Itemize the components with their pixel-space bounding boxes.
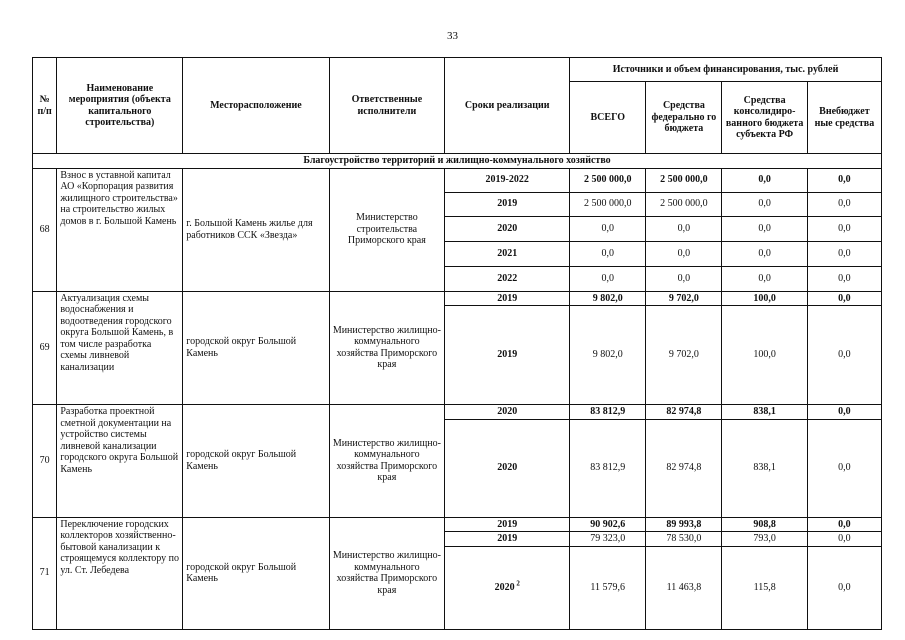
row-executor: Министерство жилищно-коммунального хозяйства Приморского края — [329, 405, 445, 518]
row-total: 0,0 — [570, 216, 646, 241]
row-federal: 0,0 — [646, 266, 722, 291]
row-offbudget: 0,0 — [807, 546, 881, 629]
row-year: 2020 — [445, 419, 570, 517]
table-row — [33, 168, 882, 192]
row-federal: 9 702,0 — [646, 291, 722, 306]
row-number: 68 — [33, 168, 57, 291]
row-total: 0,0 — [570, 241, 646, 266]
row-total: 9 802,0 — [570, 291, 646, 306]
row-federal: 89 993,8 — [646, 517, 722, 532]
table-row — [33, 405, 882, 420]
row-location: городской округ Большой Камень — [183, 517, 329, 629]
header-financing: Источники и объем финансирования, тыс. рублей — [570, 58, 882, 82]
row-offbudget: 0,0 — [807, 419, 881, 517]
row-regional: 0,0 — [722, 266, 807, 291]
row-federal: 78 530,0 — [646, 532, 722, 547]
row-name: Взнос в уставной капитал АО «Корпорация развития жилищного строительства» на строительство жилых домов в г. Большой Камень — [57, 168, 183, 291]
row-offbudget: 0,0 — [807, 532, 881, 547]
header-name: Наименование мероприятия (объекта капитального строительства) — [57, 58, 183, 154]
row-federal: 9 702,0 — [646, 306, 722, 405]
row-offbudget: 0,0 — [807, 306, 881, 405]
header-regional: Средства консолидиро-ванного бюджета субъекта РФ — [722, 82, 807, 154]
row-total: 90 902,6 — [570, 517, 646, 532]
row-federal: 82 974,8 — [646, 419, 722, 517]
row-offbudget: 0,0 — [807, 216, 881, 241]
row-year: 2019 — [445, 517, 570, 532]
financing-table — [32, 57, 882, 630]
row-location: городской округ Большой Камень — [183, 291, 329, 405]
header-terms: Сроки реализации — [445, 58, 570, 154]
row-total: 2 500 000,0 — [570, 192, 646, 216]
row-regional: 0,0 — [722, 168, 807, 192]
table-row — [33, 291, 882, 306]
row-year: 2022 — [445, 266, 570, 291]
header-num: № п/п — [33, 58, 57, 154]
header-total: ВСЕГО — [570, 82, 646, 154]
header-location: Месторасположение — [183, 58, 329, 154]
row-location: городской округ Большой Камень — [183, 405, 329, 518]
row-regional: 908,8 — [722, 517, 807, 532]
row-regional: 100,0 — [722, 306, 807, 405]
row-federal: 11 463,8 — [646, 546, 722, 629]
row-offbudget: 0,0 — [807, 241, 881, 266]
row-total: 83 812,9 — [570, 405, 646, 420]
row-year: 2019 — [445, 532, 570, 547]
table-row — [33, 517, 882, 532]
row-regional: 0,0 — [722, 241, 807, 266]
row-name: Актуализация схемы водоснабжения и водоотведения городского округа Большой Камень, в том числе разработка схемы ливневой канализации — [57, 291, 183, 405]
row-federal: 2 500 000,0 — [646, 168, 722, 192]
row-regional: 838,1 — [722, 405, 807, 420]
row-federal: 2 500 000,0 — [646, 192, 722, 216]
row-offbudget: 0,0 — [807, 266, 881, 291]
row-federal: 0,0 — [646, 241, 722, 266]
row-offbudget: 0,0 — [807, 192, 881, 216]
row-regional: 0,0 — [722, 216, 807, 241]
row-total: 0,0 — [570, 266, 646, 291]
header-offbudget: Внебюджет ные средства — [807, 82, 881, 154]
row-year: 2019-2022 — [445, 168, 570, 192]
row-offbudget: 0,0 — [807, 517, 881, 532]
section-title: Благоустройство территорий и жилищно-коммунального хозяйство — [33, 154, 882, 169]
row-total: 79 323,0 — [570, 532, 646, 547]
row-regional: 838,1 — [722, 419, 807, 517]
row-total: 83 812,9 — [570, 419, 646, 517]
row-offbudget: 0,0 — [807, 291, 881, 306]
row-total: 9 802,0 — [570, 306, 646, 405]
footnote-mark: 2 — [514, 579, 520, 588]
row-offbudget: 0,0 — [807, 168, 881, 192]
row-offbudget: 0,0 — [807, 405, 881, 420]
row-year: 2019 — [445, 306, 570, 405]
row-number: 70 — [33, 405, 57, 518]
row-number: 69 — [33, 291, 57, 405]
row-year: 2021 — [445, 241, 570, 266]
row-total: 2 500 000,0 — [570, 168, 646, 192]
row-federal: 0,0 — [646, 216, 722, 241]
row-regional: 0,0 — [722, 192, 807, 216]
header-executors: Ответственные исполнители — [329, 58, 445, 154]
row-federal: 82 974,8 — [646, 405, 722, 420]
page-number: 33 — [447, 30, 458, 42]
row-name: Переключение городских коллекторов хозяйственно-бытовой канализации к строящемуся коллектору по ул. Ст. Лебедева — [57, 517, 183, 629]
row-regional: 115,8 — [722, 546, 807, 629]
row-year: 2019 — [445, 192, 570, 216]
row-year: 2020 — [445, 216, 570, 241]
header-federal: Средства федерально го бюджета — [646, 82, 722, 154]
row-location: г. Большой Камень жилье для работников ССК «Звезда» — [183, 168, 329, 291]
row-year: 2020 — [445, 405, 570, 420]
row-year: 2019 — [445, 291, 570, 306]
row-executor: Министерство жилищно-коммунального хозяйства Приморского края — [329, 291, 445, 405]
row-regional: 100,0 — [722, 291, 807, 306]
row-executor: Министерство строительства Приморского края — [329, 168, 445, 291]
row-year: 2020 $^2$ — [445, 546, 570, 629]
row-total: 11 579,6 — [570, 546, 646, 629]
row-number: 71 — [33, 517, 57, 629]
row-executor: Министерство жилищно-коммунального хозяйства Приморского края — [329, 517, 445, 629]
row-name: Разработка проектной сметной документации на устройство системы ливневой канализации городского округа Большой Камень — [57, 405, 183, 518]
row-regional: 793,0 — [722, 532, 807, 547]
